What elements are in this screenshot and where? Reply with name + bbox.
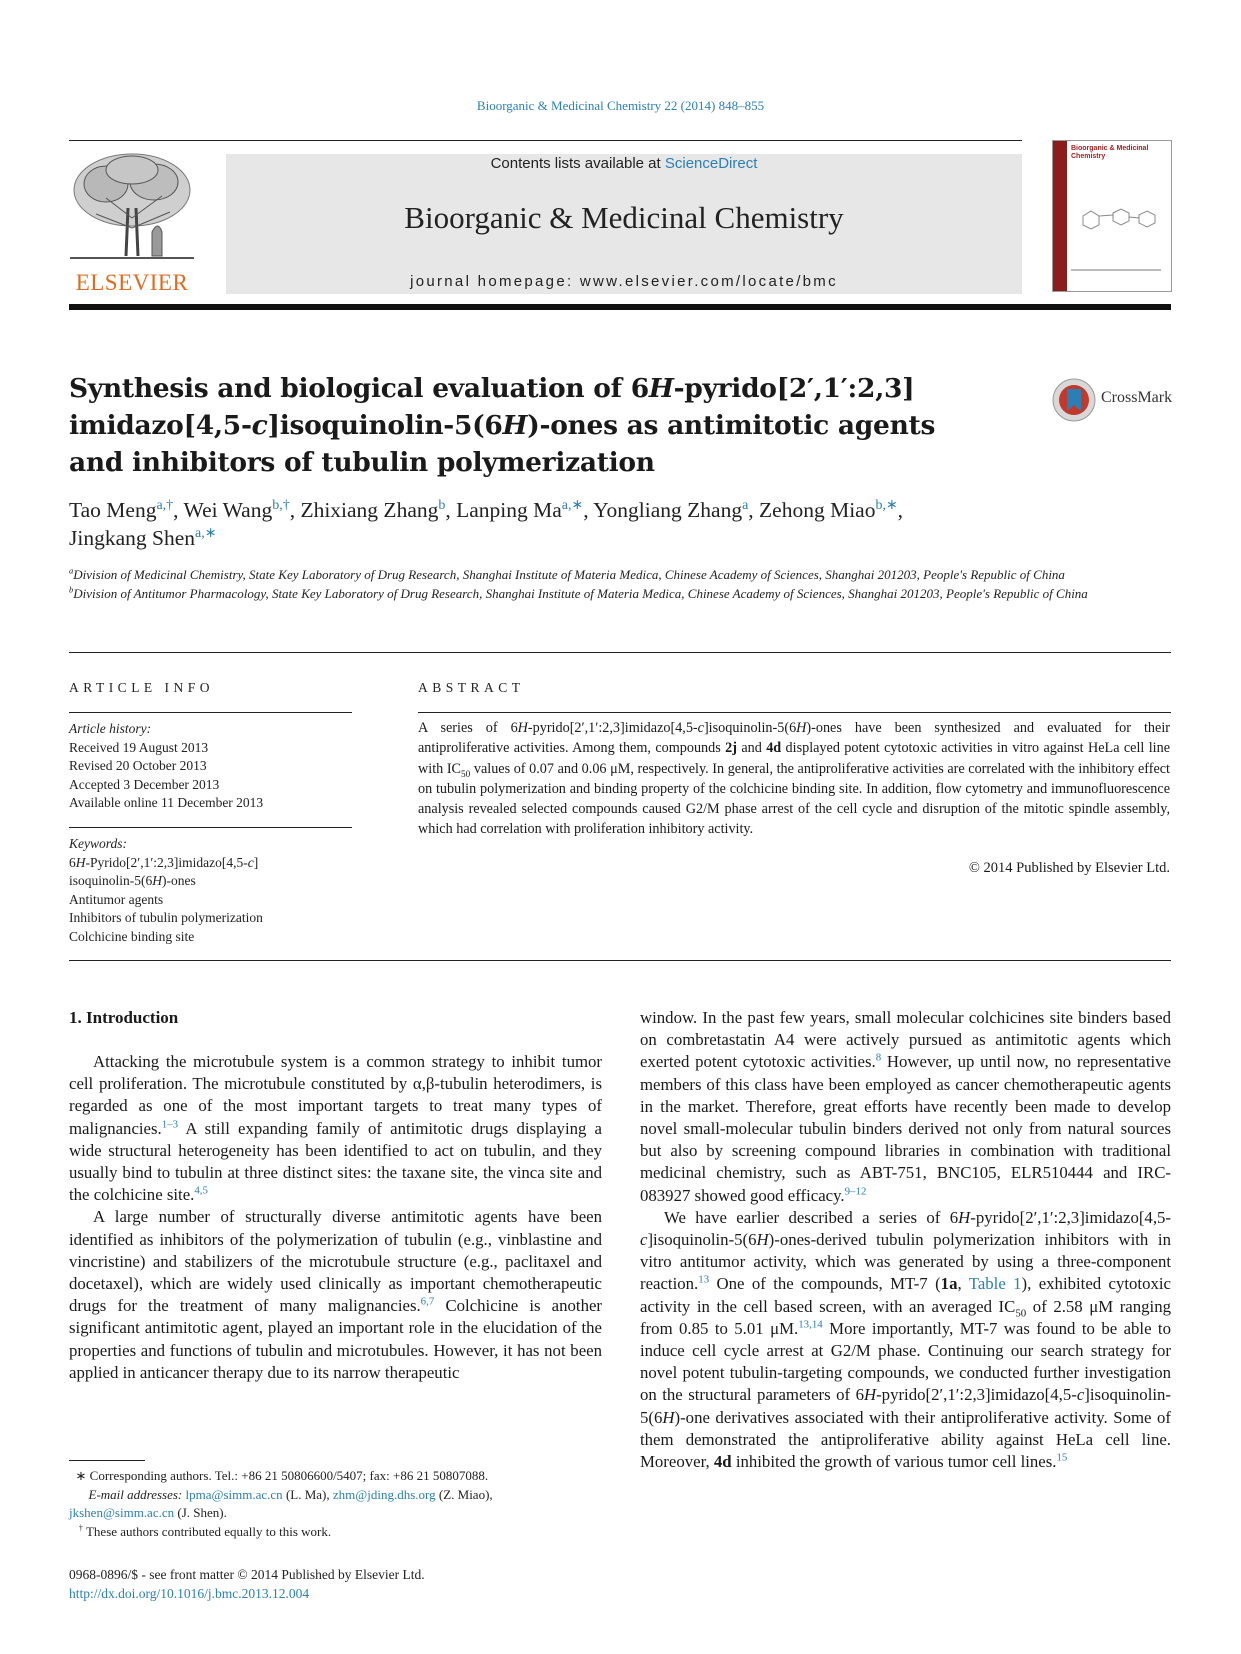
keyword: Colchicine binding site — [69, 928, 195, 944]
journal-cover-thumbnail[interactable] — [1052, 140, 1172, 292]
crossmark-icon — [1051, 377, 1097, 423]
keyword: isoquinolin-5(6H)-ones — [69, 873, 196, 888]
paragraph: Attacking the microtubule system is a common strategy to inhibit tumor cell proliferation. The microtubule constituted by α,β-tubulin heterodimers, is regarded as one of the most important targets to treat many types of malignancies.$^{1-3}$ A still expanding family of antimitotic drugs displaying a wide structural heterogeneity has been identified to act on tubulin, and they usually bind to tubulin at three distinct sites: the taxane site, the vinca site and the colchicine site.$^{4,5}$ — [69, 1052, 602, 1205]
author[interactable]: Zehong Miao$^{b,∗}$ — [759, 497, 898, 522]
title-line-1: Synthesis and biological evaluation of 6H-pyrido[2′,1′:2,3] — [69, 373, 915, 404]
history-item: Revised 20 October 2013 — [69, 758, 207, 773]
author[interactable]: Jingkang Shen$^{a,∗}$ — [69, 525, 217, 550]
keywords — [69, 835, 352, 946]
keywords-label: Keywords: — [69, 836, 127, 851]
keyword: Inhibitors of tubulin polymerization — [69, 910, 263, 925]
elsevier-wordmark: ELSEVIER — [75, 270, 189, 295]
body-left-column — [69, 1051, 602, 1384]
author[interactable]: Wei Wang$^{b,\dagger}$ — [183, 497, 290, 522]
doi-link[interactable]: http://dx.doi.org/10.1016/j.bmc.2013.12.004 — [69, 1586, 310, 1601]
header-top-rule — [69, 140, 1022, 141]
author[interactable]: Tao Meng$^{a,\dagger}$ — [69, 497, 174, 522]
keywords-rule — [69, 827, 352, 828]
history-item: Available online 11 December 2013 — [69, 795, 264, 810]
history-item: Received 19 August 2013 — [69, 739, 209, 755]
elsevier-tree-logo[interactable] — [66, 148, 198, 290]
author[interactable]: Yongliang Zhang$^a$ — [593, 497, 749, 522]
crossmark-label: CrossMark — [1101, 389, 1173, 406]
article-history — [69, 720, 352, 813]
journal-citation[interactable]: Bioorganic & Medicinal Chemistry 22 (2014) 848–855 — [476, 98, 765, 113]
issn-line: 0968-0896/$ - see front matter © 2014 Published by Elsevier Ltd. — [69, 1567, 425, 1582]
citation-ref[interactable]: 9–12 — [844, 1185, 867, 1198]
citation-ref[interactable]: 15 — [1056, 1451, 1068, 1464]
author[interactable]: Lanping $Ma^{a,∗}$ — [456, 497, 584, 522]
journal-title: Bioorganic & Medicinal Chemistry — [404, 200, 844, 235]
author[interactable]: Zhixiang Zhang$^b$ — [300, 497, 446, 522]
citation-ref[interactable]: 13,14 — [798, 1318, 823, 1331]
sciencedirect-link[interactable]: ScienceDirect — [664, 155, 758, 172]
article-info-rule — [69, 712, 352, 713]
front-rule — [69, 960, 1171, 961]
email-link[interactable]: lpma@simm.ac.cn — [185, 1486, 283, 1502]
equal-contribution-footnote: † These authors contributed equally to this work. — [78, 1522, 332, 1539]
crossmark-button[interactable] — [1051, 377, 1201, 423]
cover-footer-bar — [1071, 269, 1161, 271]
citation-ref[interactable]: 1–3 — [161, 1118, 179, 1131]
citation-ref[interactable]: 13 — [698, 1273, 710, 1286]
keyword: Antitumor agents — [69, 891, 164, 907]
affiliations-rule — [69, 652, 1171, 653]
table-link[interactable]: Table 1 — [968, 1274, 1022, 1294]
body-right-column — [640, 1007, 1171, 1473]
email-link[interactable]: zhm@jding.dhs.org — [332, 1486, 436, 1502]
corresponding-footnote: ∗ Corresponding authors. Tel.: +86 21 50806600/5407; fax: +86 21 50807088. — [75, 1468, 489, 1483]
contents-prefix: Contents lists available at — [490, 155, 665, 172]
affiliations — [69, 566, 1173, 603]
author-list: Tao Meng$^{a,\dagger}$, Wei Wang$^{b,\dagger}$, Zhixiang Zhang$^b$, Lanping $Ma^{a,∗}$, Yongliang Zhang$^a$, Zehong Miao$^{b,∗}$, Jingkang Shen$^{a,∗}$ — [69, 497, 904, 550]
email-footnote: E-mail addresses: lpma@simm.ac.cn (L. Ma), zhm@jding.dhs.org (Z. Miao), jkshen@simm.ac.cn (J. Shen). — [69, 1486, 493, 1520]
title-line-2: imidazo[4,5-c]isoquinolin-5(6H)-ones as antimitotic agents — [69, 410, 936, 441]
history-label: Article history: — [69, 721, 152, 736]
introduction-heading: 1. Introduction — [69, 1008, 179, 1027]
front-matter — [69, 1565, 669, 1603]
article-title — [69, 370, 949, 481]
abstract-text: A series of 6H-pyrido[2′,1′:2,3]imidazo[4,5-c]isoquinolin-5(6H)-ones have been synthesized and evaluated for their antiproliferative activities. Among them, compounds 2j and 4d displayed potent cytotoxic activities in vitro against HeLa cell line with $IC_{50}$ values of 0.07 and 0.06 μM, respectively. In general, the antiproliferative activities are correlated with the inhibitory effect on tubulin polymerization and binding property of the colchicine binding site. In addition, flow cytometry and immunofluorescence analysis revealed selected compounds caused G2/M phase arrest of the cell cycle and disruption of the mitotic spindle assembly, which had correlation with proliferation inhibitory activity. — [418, 720, 1170, 838]
abstract-copyright: © 2014 Published by Elsevier Ltd. — [968, 860, 1170, 876]
header-bottom-rule — [69, 304, 1171, 310]
title-line-3: and inhibitors of tubulin polymerization — [69, 447, 655, 478]
article-info-heading: ARTICLE INFO — [69, 680, 215, 695]
affiliation: $^b$Division of Antitumor Pharmacology, State Key Laboratory of Drug Research, Shanghai Institute of Materia Medica, Chinese Academy of Sciences, Shanghai 201203, People's Republic of China — [69, 584, 1088, 601]
paragraph: We have earlier described a series of 6H-pyrido[2′,1′:2,3]imidazo[4,5-c]isoquinolin-5(6H)-ones-derived tubulin polymerization inhibitors with in vitro antitumor activity, which was generated by using a three-component reaction.$^{13}$ One of the compounds, MT-7 (1a, Table 1), exhibited cytotoxic activity in the cell based screen, with an averaged $IC_{50}$ of 2.58 μM ranging from 0.85 to 5.01 μM.$^{13,14}$ More importantly, MT-7 was found to be able to induce cell cycle arrest at G2/M phase. Continuing our search strategy for novel potent tubulin-targeting compounds, we conducted further investigation on the structural parameters of 6H-pyrido[2′,1′:2,3]imidazo[4,5-c]isoquinolin-5(6H)-one derivatives associated with their antiproliferative activity. Some of them demonstrated the antiproliferative ability against HeLa cell line. Moreover, 4d inhibited the growth of various tumor cell lines.$^{15}$ — [640, 1207, 1171, 1472]
citation-ref[interactable]: 4,5 — [194, 1184, 208, 1197]
cover-title: Bioorganic & Medicinal Chemistry — [1071, 145, 1149, 160]
paragraph: A large number of structurally diverse antimitotic agents have been identified as inhibitors of the polymerization of tubulin (e.g., vinblastine and vincristine) and stabilizers of the microtubule structure (e.g., paclitaxel and docetaxel), which are widely used clinically as important chemotherapeutic drugs for the treatment of many malignancies.$^{6,7}$ Colchicine is another significant antimitotic agent, played an important role in the elucidation of the properties and functions of tubulin and microtubules. However, it has not been applied in anticancer therapy due to its narrow therapeutic — [69, 1207, 602, 1382]
footnotes — [69, 1467, 602, 1541]
footnote-rule — [69, 1460, 145, 1461]
journal-homepage[interactable]: journal homepage: www.elsevier.com/locate/bmc — [410, 273, 838, 290]
abstract-heading: ABSTRACT — [418, 680, 525, 695]
keyword: 6H-Pyrido[2′,1′:2,3]imidazo[4,5-c] — [69, 854, 259, 870]
contents-line — [226, 155, 1022, 172]
cover-spine — [1053, 141, 1067, 291]
email-link[interactable]: jkshen@simm.ac.cn — [69, 1505, 175, 1520]
tree-icon — [66, 148, 198, 266]
history-item: Accepted 3 December 2013 — [69, 776, 220, 792]
paragraph: window. In the past few years, small molecular colchicines site binders based on combretastatin A4 were actively pursued as antimitotic agents which exerted potent cytotoxic activities.$^8$ However, up until now, no representative members of this class have been employed as cancer chemotherapeutic agents in the market. Therefore, great efforts have recently been made to develop novel small-molecular tubulin binders derived not only from natural sources but also by screening compound libraries in combination with traditional medicinal chemistry, such as ABT-751, BNC105, ELR510444 and IRC-083927 showed good efficacy.$^{9-12}$ — [640, 1008, 1171, 1205]
abstract-rule — [418, 712, 1171, 713]
cover-molecule-icon — [1073, 201, 1163, 231]
citation-ref[interactable]: 8 — [875, 1051, 882, 1064]
citation-ref[interactable]: 6,7 — [420, 1295, 435, 1308]
affiliation: $^a$Division of Medicinal Chemistry, State Key Laboratory of Drug Research, Shanghai Institute of Materia Medica, Chinese Academy of Sciences, Shanghai 201203, People's Republic of China — [69, 565, 1065, 582]
